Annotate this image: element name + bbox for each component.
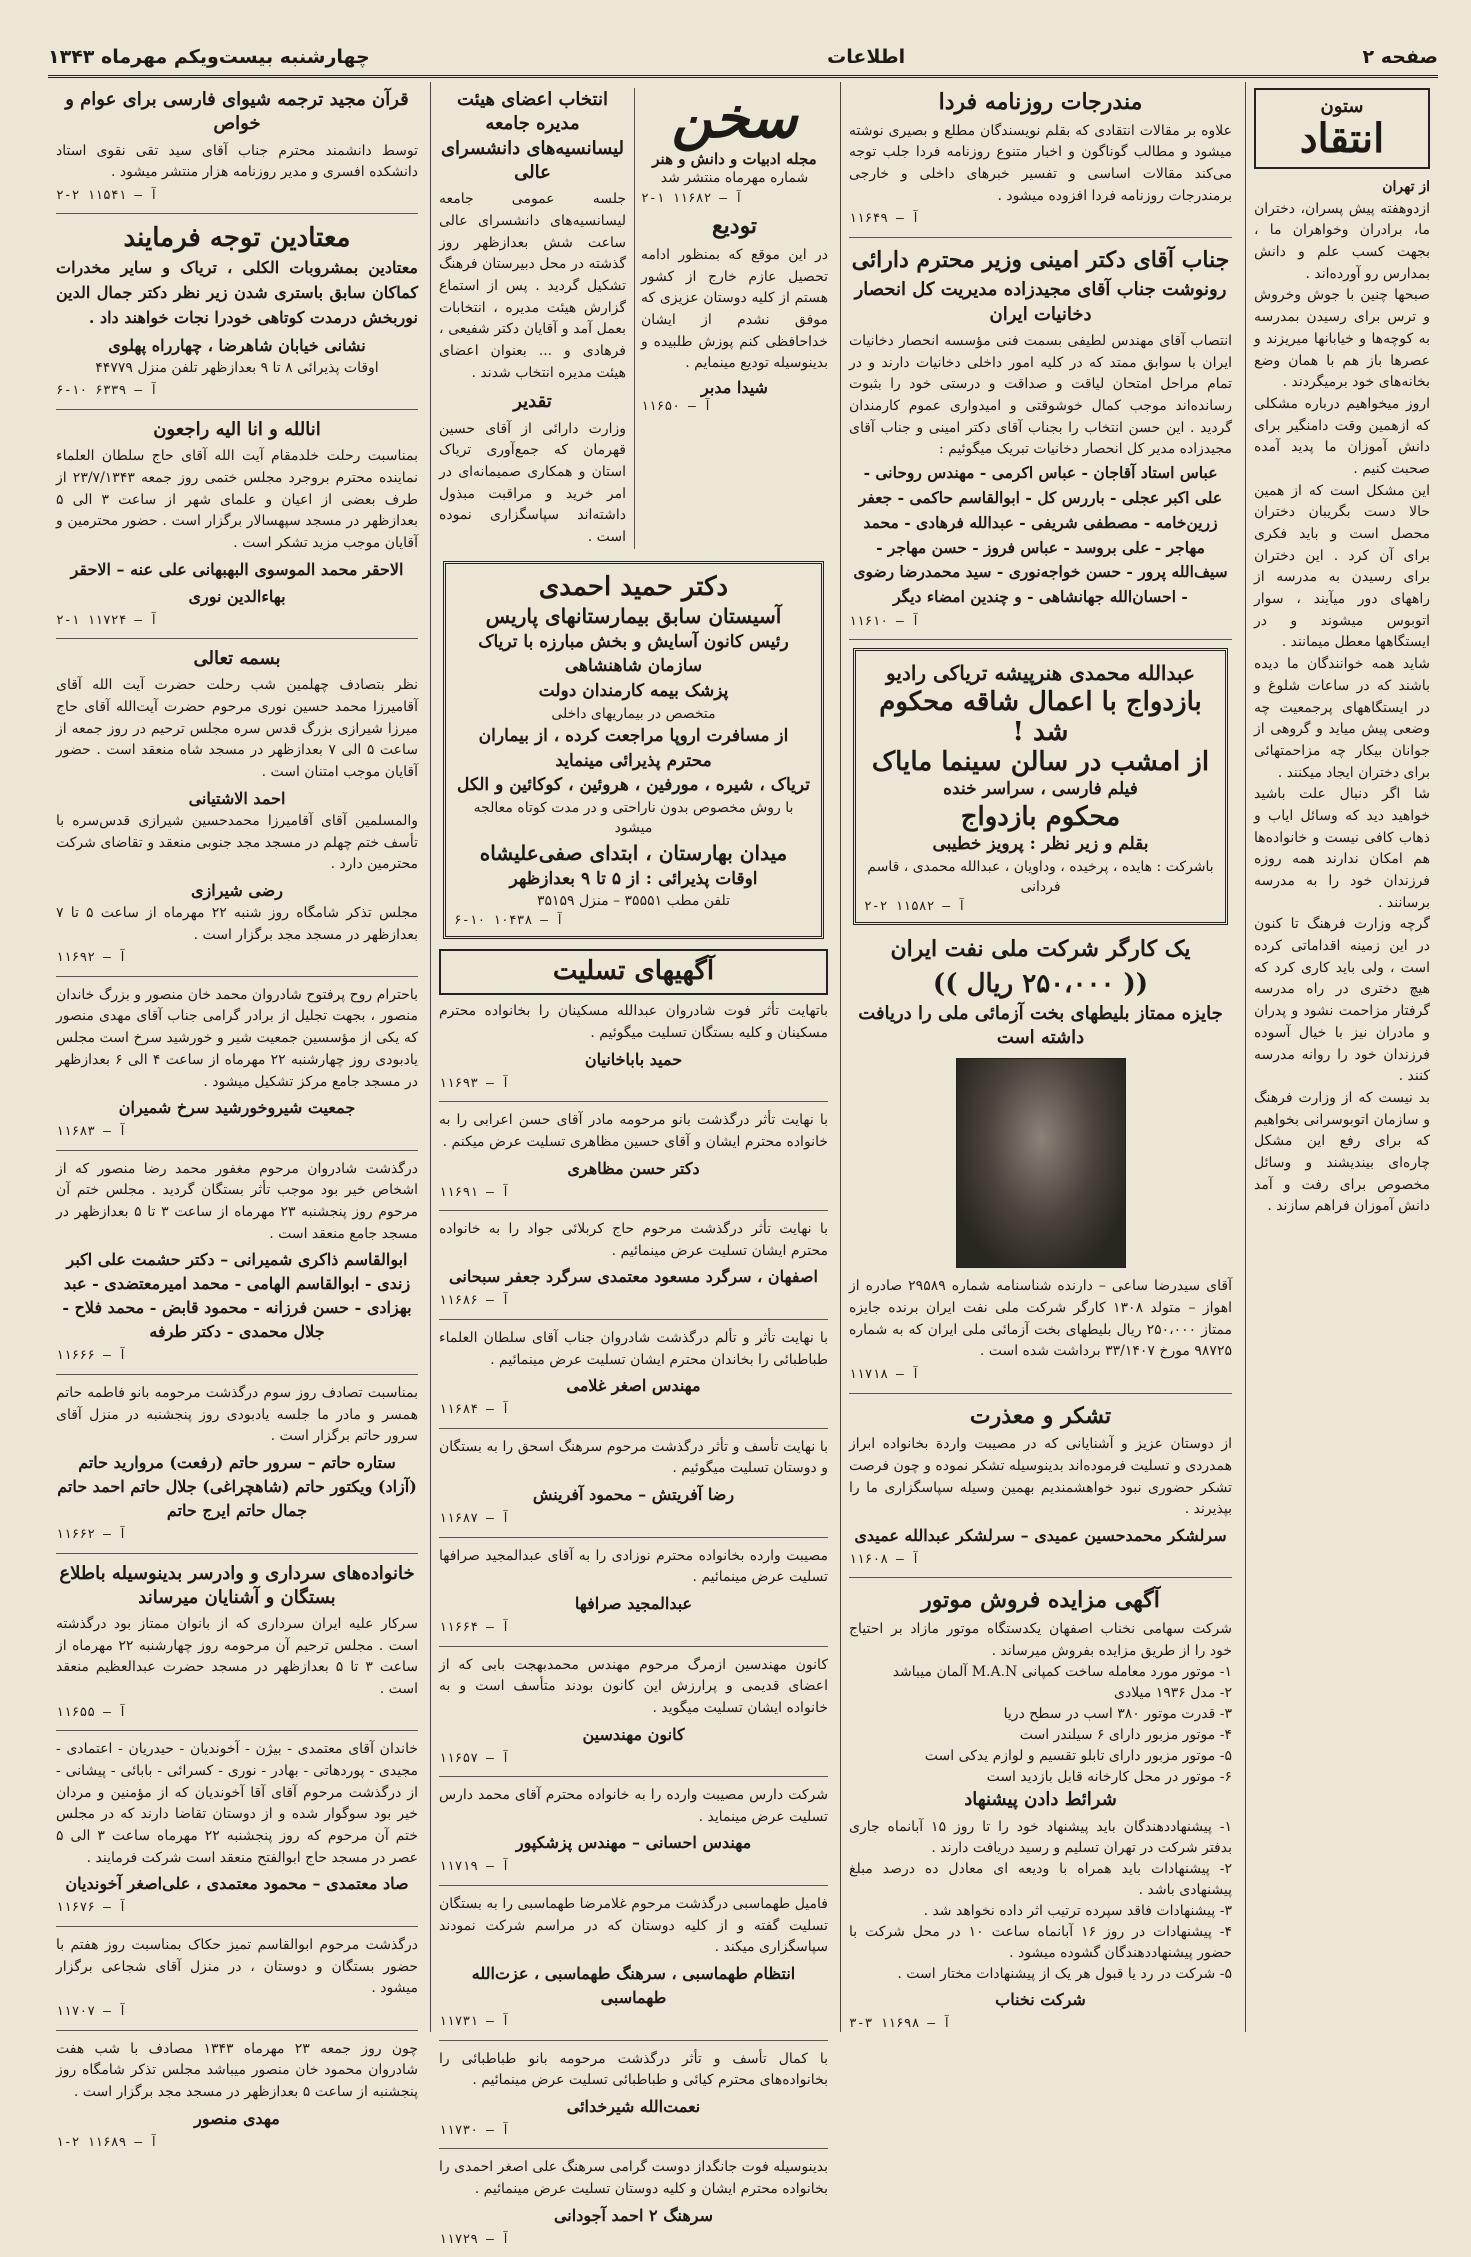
ad-ref: آ – ۱۱۶۶۲ xyxy=(56,1527,127,1542)
headline: بسمه تعالی xyxy=(193,648,281,670)
signature: جمعیت شیروخورشید سرخ شمیران xyxy=(118,1098,356,1118)
mansour-notice xyxy=(56,2039,418,2161)
signature: مهدی منصور xyxy=(194,2108,280,2128)
critique-body xyxy=(1254,199,1430,1218)
page-number: صفحه ۲ xyxy=(1362,45,1438,68)
ad-line: از مسافرت اروپا مراجعت کرده ، از بیماران محترم پذیرائی مینماید xyxy=(478,726,789,771)
column-c xyxy=(430,82,836,2247)
ad-line: از امشب در سالن سینما مایاک xyxy=(871,747,1210,778)
ad-ref: آ – ۱۱۶۹۲ xyxy=(56,950,127,966)
issue-date: چهارشنبه بیست‌ویکم مهرماه ۱۳۴۳ xyxy=(48,45,370,68)
conditions-title: شرائط دادن پیشنهاد xyxy=(964,1789,1117,1811)
top-row xyxy=(439,85,828,549)
ad-line: میدان بهارستان ، ابتدای صفی‌علیشاه xyxy=(479,840,788,865)
article-text: توسط دانشمند محترم جناب آقای سید تقی نقوی استاد دانشکده افسری و مدیر روزنامه هزار منتشر میشود . xyxy=(56,142,418,181)
column-b xyxy=(840,82,1240,2032)
ad-ref: آ – ۱۱۷۲۴ ۱-۲ xyxy=(56,612,158,628)
condolence-text: با نهایت تأثر درگذشت بانو مرحومه مادر آقای حسن اعرابی را به خانواده محترم ایشان و آقای حسین مظاهری تسلیت عرض میکنم . xyxy=(439,1112,828,1150)
column-header xyxy=(1254,88,1430,169)
article-text: شرکت سهامی نخناب اصفهان یکدستگاه موتور مازاد بر احتیاج خود را از طریق مزایده بفروش میرساند . xyxy=(849,1620,1232,1659)
doctor-name: دکتر حمید احمدی xyxy=(538,571,729,602)
ad-ref: آ – ۱۱۵۴۱ ۲-۲ xyxy=(56,187,158,203)
list-item: ۶- موتور در محل کارخانه قابل بازدید است xyxy=(986,1769,1232,1786)
sardari-notice xyxy=(56,1562,418,1732)
section-title: آگهیهای تسلیت xyxy=(552,956,715,987)
sokhan-box xyxy=(634,85,828,549)
signature: سرهنگ ۲ احمد آجودانی xyxy=(553,2205,714,2225)
bismihi-notice xyxy=(56,647,418,977)
ad-line: با روش مخصوص بدون ناراحتی و در مدت کوتاه معالجه میشود xyxy=(473,799,794,837)
list-item: ۳- پیشنهادات فاقد سپرده ترتیب اثر داده نخواهد شد . xyxy=(923,1902,1232,1919)
signature: کانون مهندسین xyxy=(582,1724,685,1744)
article-text: جلسه عمومی جامعه لیسانسیه‌های دانشسرای عالی ساعت شش بعدازظهر روز گذشته در محل دبیرستان فرهنگ تشکیل گردید . پس از استماع گزارش هیئت مدیره ، انتخابات بعمل آمد و آقایان دکتر شفیعی ، فرهادی و ... بعنوان اعضای هیئت مدیره انتخاب شدند . xyxy=(439,191,626,381)
sokhan-subtitle: مجله ادبیات و دانش و هنر xyxy=(652,149,817,168)
condolence-text: مصیبت وارده بخانواده محترم نوزادی را به آقای عبدالمجید صرافها تسلیت عرض مینمائیم . xyxy=(439,1547,828,1586)
ad-ref: آ – ۱۱۶۸۲ ۱-۲ xyxy=(641,191,743,207)
signature: ابوالقاسم ذاکری شمیرانی – دکتر حشمت علی اکبر زندی - ابوالقاسم الهامی - محمد امیرمعتضدی - عبد بهزادی - حسن فرزانه - محمود قابض - محمد فلاح - جلال محمدی - دکتر طرفه xyxy=(62,1250,412,1342)
ad-line: آسیستان سابق بیمارستانهای پاریس xyxy=(485,603,782,628)
thanks-apology xyxy=(849,1402,1232,1579)
headline: تقدیر xyxy=(513,391,552,413)
article-text: باحترام روح پرفتوح شادروان محمد خان منصور و بزرگ خاندان منصور ، بجهت تجلیل از برادر گرامی جناب آقای مهدی منصور که یکی از مؤسسین جمعیت شیر و خورشید سرخ است مجلس یادبودی روز چهارشنبه ۲۲ مهرماه از ساعت ۴ الی ۶ بعدازظهر در مسجد جامع مرکز تشکیل میشود . xyxy=(56,986,418,1090)
list-item: ۴- پیشنهادات در روز ۱۶ آبانماه ساعت ۱۰ در محل شرکت با حضور پیشنهاددهندگان گشوده میشود . xyxy=(849,1923,1232,1961)
prize-amount: (( ۲۵۰،۰۰۰ ریال )) xyxy=(932,968,1149,999)
article-text: نظر بتصادف چهلمین شب رحلت حضرت آیت الله آقای آقامیرزا محمد حسین نوری مرحوم حضرت آیت‌الله آقای حاج میرزا شیرازی بزرگ قدس سره مجلس ترحیم در روز جمعه از ساعت ۵ الی ۷ بعدازظهر در مسجد شاه منعقد است . حضور آقایان موجب امتنان است . xyxy=(56,677,418,781)
article-text: از دوستان عزیز و آشنایانی که در مصیبت واردة بخانواده ابراز همدردی و تسلیت فرموده‌اند بدینوسیله تشکر نموده و چون فرصت تشکر حضوری نبود خواهشمندیم بهمین وسیله سپاسگزاری ما را بپذیرند . xyxy=(849,1436,1232,1518)
quran-notice xyxy=(56,88,418,214)
sokhan-logo: سخن xyxy=(671,85,798,151)
ad-ref: آ – ۱۱۶۵۷ xyxy=(439,1750,510,1766)
list-item: ۲- پیشنهادات باید همراه با ودیعه ای معادل ده درصد مبلغ پیشنهادی باشد . xyxy=(849,1860,1232,1898)
ad-ref: آ – ۱۱۷۱۸ xyxy=(849,1367,920,1383)
paragraph: اروز میخواهیم درباره مشکلی که ازهمین وقت دامنگیر برای دانش آموزان ما پدید آمده صحبت کنیم . xyxy=(1254,395,1430,477)
headline: تشکر و معذرت xyxy=(969,1402,1112,1429)
cinema-ad xyxy=(853,648,1228,925)
ad-ref: آ – ۱۱۶۸۳ xyxy=(56,1124,127,1140)
ad-ref: آ – ۱۱۶۸۷ xyxy=(439,1511,510,1527)
condolence-text: بدینوسیله فوت جانگداز دوست گرامی سرهنگ علی اصغر احمدی را بخانواده محترم ایشان و کلیه دوستان تسلیت عرض مینمائیم . xyxy=(439,2159,828,2198)
ad-ref: آ – ۱۱۶۵۵ xyxy=(56,1704,127,1720)
signature: شرکت نخناب xyxy=(995,1989,1086,2009)
addicts-notice xyxy=(56,222,418,409)
ad-ref: آ – ۱۱۶۷۶ xyxy=(56,1900,127,1916)
lottery-winner xyxy=(849,935,1232,1393)
list-item: ۱- موتور مورد معامله ساخت کمپانی M.A.N آلمان میباشد xyxy=(892,1664,1232,1681)
signature: نعمت‌الله شیرخدائی xyxy=(566,2096,701,2116)
signature: اصفهان ، سرگرد مسعود معتمدی سرگرد جعفر سبحانی xyxy=(449,1267,818,1287)
signature: عبدالمجید صرافها xyxy=(574,1594,693,1614)
signature: مهندس احسانی – مهندس پزشکپور xyxy=(515,1833,752,1853)
paragraph: گرچه وزارت فرهنگ تا کنون در این زمینه اقداماتی کرده است ، ولی باید کاری کرد که هیچ دختری در راه مدرسه گرفتار مزاحمت نشود و پدران و مادران نیز با خیال آسوده فرزندان خود را روانه مدرسه کنند . xyxy=(1254,916,1430,1085)
ad-ref: آ – ۱۱۶۸۹ ۲-۱ xyxy=(56,2134,158,2150)
condolence-item xyxy=(439,1785,828,1886)
list-item: ۱- پیشنهاددهندگان باید پیشنهاد خود را تا روز ۱۵ آبانماه جاری بدفتر شرکت در تهران تسلیم و رسید دریافت دارند . xyxy=(849,1818,1232,1856)
headline: خانواده‌های سرداری و وادرسر بدینوسیله باطلاع بستگان و آشنایان میرساند xyxy=(59,1562,415,1608)
ad-ref: آ – ۱۱۷۲۹ xyxy=(439,2231,510,2247)
tomorrow-contents xyxy=(849,88,1232,238)
headline: یک کارگر شرکت ملی نفت ایران xyxy=(890,936,1191,963)
paragraph: شا اگر دنبال علت باشید خواهید دید که وسائل ایاب و ذهاب کافی نیست و خانواده‌ها هم امکان ندارند همه روزه فرزندان خود را به مدرسه برسانند . xyxy=(1254,786,1430,911)
ad-line: عبدالله محمدی هنرپیشه تریاکی رادیو xyxy=(886,661,1195,686)
signature: ستاره حاتم – سرور حاتم (رفعت) مروارید حاتم (آزاد) ویکتور حاتم (شاهچراغی) جلال حاتم احمد حاتم جمال حاتم ایرج حاتم xyxy=(57,1453,417,1520)
signature: سرلشکر محمدحسین عمیدی – سرلشکر عبدالله عمیدی xyxy=(854,1525,1227,1545)
ad-line: سازمان شاهنشاهی xyxy=(564,656,703,677)
article-text: بمناسبت تصادف روز سوم درگذشت مرحومه بانو فاطمه حاتم همسر و مادر ما جلسه یادبودی روز پنجشنبه در منزل آقای سرور حاتم برگزار است . xyxy=(56,1384,418,1445)
ad-ref: آ – ۱۱۷۳۰ xyxy=(439,2122,510,2138)
condolence-item xyxy=(439,1328,828,1429)
ad-ref: آ – ۱۱۶۰۸ xyxy=(849,1551,920,1567)
ad-ref: آ – ۱۱۶۶۶ xyxy=(56,1348,127,1364)
article-text: چون روز جمعه ۲۳ مهرماه ۱۳۴۳ مصادف با شب هفت شادروان محمود خان منصور میباشد مجلس تذکر شامگاه روز پنجشنبه از ساعت ۵ بعدازظهر در مسجد مجد برگزار است . xyxy=(56,2040,418,2100)
photo-caption: آقای سیدرضا ساعی – دارنده شناسنامه شماره ۲۹۵۸۹ صادره از اهواز – متولد ۱۳۰۸ کارگر شرکت ملی نفت ایران برنده جایزه ممتاز ۲۵۰،۰۰۰ ریال بلیطهای بخت آزمائی ملی ایران که به شماره ۹۸۷۲۵ مورخ ۳۳/۱۴۰۷ برداشت شده است . xyxy=(849,1278,1233,1360)
article-text: بمناسبت رحلت خلدمقام آیت الله آقای حاج سلطان العلماء نماینده محترم بروجرد مجلس ختمی روز جمعه ۲۳/۷/۱۳۴۳ از طرف بعضی از اعیان و علمای شهر از ساعت ۳ الی ۵ بعدازظهر در مسجد سپهسالار برگزار است . حضور محترمین و آقایان موجب مزید تشکر است . xyxy=(56,448,418,551)
condolence-item xyxy=(439,1894,828,2041)
signatories: عباس استاد آقاجان - عباس اکرمی - مهندس روحانی - علی اکبر عجلی - باررس کل - ابوالقاسم حاکمی - جعفر زرین‌خامه - مصطفی شریفی - عبدالله فرهادی - محمد مهاجر - علی بروسد - عباس فروز - حسن مهاجر - سیف‌الله پرور - حسن خواجه‌نوری - سید محمدرضا رضوی - احسان‌الله جهانشاهی - و چندین امضاء دیگر xyxy=(853,463,1228,607)
list-item: ۲- مدل ۱۹۳۶ میلادی xyxy=(1114,1685,1232,1702)
article-text: والمسلمین آقای آقامیرزا محمدحسین شیرازی قدس‌سره با تأسف ختم چهلم در مسجد مجد جنوبی منعقد و تقاضای شرکت محترمین دارد . xyxy=(56,812,418,873)
ad-ref: آ – ۱۱۷۳۱ xyxy=(439,2014,510,2030)
article-text: سرکار علیه ایران سرداری که از بانوان ممتاز بود درگذشته است . مجلس ترحیم آن مرحومه روز چهارشنبه ۲۲ مهرماه از ساعت ۳ تا ۵ بعدازظهر در مسجد حضرت عبدالعظیم منعقد است . xyxy=(56,1616,419,1698)
signature: الاحقر محمد الموسوی البهبهانی علی عنه – الاحقر xyxy=(70,559,404,579)
condolence-item xyxy=(439,2157,828,2257)
finance-minister-notice xyxy=(849,246,1232,641)
ad-ref: آ – ۶۳۳۹ ۱۰-۶ xyxy=(56,383,158,399)
article-text: خاندان آقای معتمدی - بیژن - آخوندیان - حیدریان - اعتمادی - مجیدی - پوردهاتی - بهادر - نوری - کسرائی - بابائی - پیشانی - از درگذشت مرحوم آقای آقا آخوندیان که از مؤمنین و مردان خیر بود سوگوار شده و از دوستان تقاضا دارند که در مجلس ختم آن مرحوم که روز پنجشنبه ۲۲ مهرماه ساعت ۳ الی ۵ عصر در مسجد حاج ابوالفتح منعقد است شرکت فرمایند . xyxy=(56,1741,418,1866)
column-critique xyxy=(1245,82,1438,2032)
tamiz-notice xyxy=(56,1935,418,2031)
ad-ref: آ – ۱۰۴۳۸ ۱۰-۶ xyxy=(454,913,564,929)
signature: شیدا مدبر xyxy=(701,378,768,397)
masthead xyxy=(48,38,1438,78)
column-name: انتقاد xyxy=(1299,115,1385,162)
engine-auction xyxy=(849,1586,1232,2041)
list-item: ۵- موتور مزبور دارای تابلو تقسیم و لوازم یدکی است xyxy=(924,1748,1232,1765)
signature: رضا آفریتش – محمود آفرینش xyxy=(532,1485,735,1505)
signature: صاد معتمدی – محمود معتمدی ، علی‌اصغر آخوندیان xyxy=(65,1874,409,1894)
condolence-item xyxy=(439,1655,828,1778)
akhoondian-notice xyxy=(56,1739,418,1927)
ad-line: اوقات پذیرائی : از ۵ تا ۹ بعدازظهر xyxy=(509,868,758,889)
farewell-text: در این موقع که بمنظور ادامه تحصیل عازم خارج از کشور هستم از کلیه دوستان عزیزی که موفق نشدم از ایشان خداحافظی کنم پوزش طلبیده و بدینوسیله تودیع مینمایم . xyxy=(641,246,828,372)
deceased-notice xyxy=(56,1159,418,1375)
signature: دکتر حسن مظاهری xyxy=(567,1158,700,1178)
ad-line: بازدواج با اعمال شاقه محکوم شد ! xyxy=(879,687,1202,748)
article-text: وزارت دارائی از آقای حسین قهرمان که جمع‌آوری تریاک استان و همکاری صمیمانه‌ای در امر خرید و مراقبت مبذول داشته‌اند سپاسگزاری نموده است . xyxy=(439,420,626,546)
headline: قرآن مجید ترجمه شیوای فارسی برای عوام و خواص xyxy=(65,89,409,135)
paper-name: اطلاعات xyxy=(827,45,906,68)
ad-line: بقلم و زیر نظر : پرویز خطیبی xyxy=(932,834,1149,855)
film-title: محکوم بازدواج xyxy=(960,802,1121,833)
memorial-notice xyxy=(56,418,418,639)
article-text: معتادین بمشروبات الکلی ، تریاک و سایر مخدرات کماکان سابق باستری شدن زیر نظر دکتر جمال الدین نوربخش درمدت کوتاهی خودرا نجات خواهند داد . xyxy=(56,258,418,327)
column-title: ستون xyxy=(1320,96,1364,117)
ad-ref: آ – ۱۱۶۹۱ xyxy=(439,1184,510,1200)
condolence-text: با کمال تأسف و تأثر درگذشت مرحومه بانو طباطبائی را بخانواده‌های محترم کیائی و طباطبائی تسلیت عرض مینمائیم . xyxy=(439,2050,828,2089)
hatam-notice xyxy=(56,1383,418,1554)
ad-ref: آ – ۱۱۵۸۲ ۲-۲ xyxy=(864,899,966,915)
ad-line: پزشک بیمه کارمندان دولت xyxy=(538,681,729,702)
condolence-item xyxy=(439,1110,828,1211)
signature: احمد الاشتیانی xyxy=(188,788,286,808)
ad-ref: آ – ۱۱۶۱۰ xyxy=(849,613,920,629)
winner-photo xyxy=(956,1058,1126,1268)
list-item: ۴- موتور مزبور دارای ۶ سیلندر است xyxy=(1019,1727,1232,1744)
article-text: علاوه بر مقالات انتقادی که بقلم نویسندگان مطلع و بصیری نوشته میشود و مطالب گوناگون و اخبار متنوع روزنامه فردا جلب توجه می‌کند مقالات اساسی و تفسیر خبرهای داخلی و خارجی برمندرجات روزنامه فردا افزوده میشود . xyxy=(849,122,1232,204)
ad-line: تلفن مطب ۳۵۵۵۱ – منزل ۳۵۱۵۹ xyxy=(536,893,731,910)
column-d xyxy=(48,82,426,2150)
condolence-item xyxy=(439,1546,828,1647)
condolences-header xyxy=(439,949,828,995)
condolence-text: شرکت دارس مصیبت وارده را به خانواده محترم آقای محمد دارس تسلیت عرض مینماید . xyxy=(439,1787,828,1825)
ad-ref: آ – ۱۱۶۹۳ xyxy=(439,1075,510,1091)
ad-line: تریاک ، شیره ، مورفین ، هروئین ، کوکائین و الکل xyxy=(456,775,810,796)
ad-ref: آ – ۱۱۷۰۷ xyxy=(56,2004,127,2020)
condolence-text: با نهایت تأسف و تأثر درگذشت مرحوم سرهنگ اسحق را به بستگان و دوستان تسلیت میگوئیم . xyxy=(439,1438,828,1477)
ad-line: رئیس کانون آسایش و بخش مبارزه با تریاک xyxy=(478,631,789,652)
condolence-text: کانون مهندسین ازمرگ مرحوم مهندس محمدبهجت بابی که از اعضای قدیمی و پرارزش این کانون بودند متأسف است و به خانواده ایشان تسلیت میگوید . xyxy=(439,1656,828,1716)
subheadline: رونوشت جناب آقای مجیدزاده مدیریت کل انحصار دخانیات ایران xyxy=(854,279,1227,325)
condolence-text: با نهایت تأثر و تألم درگذشت شادروان جناب آقای سلطان العلماء طباطبائی را بخاندان محترم ایشان تسلیت عرض مینمائیم . xyxy=(439,1329,828,1368)
condolence-text: فامیل طهماسبی درگذشت مرحوم غلامرضا طهماسبی را به بستگان تسلیت گفته و از کلیه دوستان که در مراسم شرکت نمودند سپاسگزاری میکند . xyxy=(439,1895,828,1956)
doctor-ad xyxy=(443,561,824,940)
ad-ref: آ – ۱۱۶۶۴ xyxy=(439,1620,510,1636)
article-text: انتصاب آقای مهندس لطیفی بسمت فنی مؤسسه انحصار دخانیات ایران با سوابق ممتد که در کلیه امور داخلی دخانیات دارند و در تمام مراحل امتحان لیاقت و صداقت و درستی خود را بثبوت رسانده‌اند موجب کمال خوشوقتی و امیدواری عموم کارمندان گردید . این حسن انتخاب را بجناب آقای دکتر امینی و جناب آقای مجیدزاده مدیر کل انحصار دخانیات تبریک میگوئیم : xyxy=(849,333,1232,458)
ad-line: باشرکت : هایده ، پرخیده ، وداویان ، عبدالله محمدی ، قاسم فردانی xyxy=(867,858,1214,896)
headline: جناب آقای دکتر امینی وزیر محترم دارائی xyxy=(851,246,1230,273)
paragraph: شاید همه خوانندگان ما دیده باشند که در ساعات شلوغ و در ایستگاههای پرجمعیت چه وضعی پیش میاید و گروهی از جوانان بیکار چه مزاحمتهائی برای دختران ایجاد میکنند . xyxy=(1254,656,1430,781)
sokhan-note: شماره مهرماه منتشر شد xyxy=(660,169,809,186)
red-lion-notice xyxy=(56,985,418,1151)
ad-line: فیلم فارسی ، سراسر خنده xyxy=(943,779,1138,800)
signature: مهندس اصغر غلامی xyxy=(566,1376,701,1396)
byline: از تهران xyxy=(1382,179,1430,195)
condolence-list xyxy=(439,1001,828,2257)
ad-line: متخصص در بیماریهای داخلی xyxy=(551,705,716,722)
ad-ref: آ – ۱۱۶۸۴ xyxy=(439,1402,510,1418)
subheadline: جایزه ممتاز بلیطهای بخت آزمائی ملی را دریافت داشته است xyxy=(858,1002,1223,1048)
farewell-title: تودیع xyxy=(711,213,758,240)
paragraph: بد نیست که از وزارت فرهنگ و سازمان اتوبوسرانی بخواهیم که برای رفع این مشکل چاره‌ای بیندیشند و وسائل مخصوص برای رفت و آمد دانش آموزان فراهم سازند . xyxy=(1254,1089,1430,1215)
signature: رضی شیرازی xyxy=(191,880,283,900)
ad-ref: آ – ۱۱۶۴۹ xyxy=(849,211,920,227)
hours: اوقات پذیرائی ۸ تا ۹ بعدازظهر تلفن منزل ۴۴۷۷۹ xyxy=(95,359,379,376)
headline: معتادین توجه فرمایند xyxy=(123,223,351,254)
condolence-text: باتهایت تأثر فوت شادروان عبدالله مسکینان را بخانواده محترم مسکینان و کلیه بستگان تسلیت میگوئیم . xyxy=(439,1003,828,1041)
ad-ref: آ – ۱۱۶۸۶ xyxy=(439,1293,510,1309)
condolence-item xyxy=(439,1219,828,1320)
article-text: درگذشت شادروان مرحوم مغفور محمد رضا منصور که از اشخاص خیر بود موجب تأثر بستگان گردید . مجلس ختم آن مرحوم روز پنجشنبه ۲۳ مهرماه از ساعت ۳ تا ۵ بعدازظهر در مسجد جامع منعقد است . xyxy=(56,1160,419,1242)
signature: بهاءالدین نوری xyxy=(188,586,286,606)
paragraph: این مشکل است که از همین حالا دست بگریبان دختران محصل است و باید فکری برای آن کرد . این دختران برای رسیدن به مدرسه از راههای دور میآیند ، سوار اتوبوس میشوند و در ایستگاهها معطل میمانند . xyxy=(1254,482,1430,651)
list-item: ۵- شرکت در رد یا قبول هر یک از پیشنهادات مختار است . xyxy=(897,1965,1232,1982)
ad-ref: آ – ۱۱۷۱۹ xyxy=(439,1859,510,1875)
condolence-item xyxy=(439,1001,828,1102)
paragraph: ازدوهفته پیش پسران، دختران ما، برادران وخواهران ما ، بجهت کسب علم و دانش بمدارس رو آورده‌اند . xyxy=(1254,200,1430,282)
condolence-item xyxy=(439,2049,828,2150)
address: نشانی خیابان شاهرضا ، چهارراه پهلوی xyxy=(108,335,366,355)
condolence-item xyxy=(439,1437,828,1538)
list-item: ۳- قدرت موتور ۳۸۰ اسب در سطح دریا xyxy=(1003,1706,1232,1723)
headline: انتخاب اعضای هیئت مدیره جامعه لیسانسیه‌های دانشسرای عالی xyxy=(440,89,625,183)
signature: حمید باباخانیان xyxy=(584,1049,683,1069)
ad-ref: آ – ۱۱۶۵۰ xyxy=(641,399,712,414)
ad-ref: آ – ۱۱۶۹۸ ۳-۳ xyxy=(849,2015,951,2031)
article-text: مجلس تذکر شامگاه روز شنبه ۲۲ مهرماه از ساعت ۵ تا ۷ بعدازظهر در مسجد مجد برگزار است . xyxy=(56,904,419,943)
article-text: درگذشت مرحوم ابوالقاسم تمیز حکاک بمناسبت روز هفتم با حضور بستگان و دوستان ، در منزل آقای شجاعی برگزار میشود . xyxy=(56,1936,418,1997)
headline: مندرجات روزنامه فردا xyxy=(938,89,1143,115)
paragraph: صبحها چنین با جوش وخروش و ترس برای رسیدن بمدرسه به کوچه‌ها و خیابانها میریزند و عصرها باز هم با همان وضع بخانه‌های خود برمیگردند . xyxy=(1254,287,1430,391)
headline: آگهی مزایده فروش موتور xyxy=(921,1587,1160,1614)
signature: انتظام طهماسبی ، سرهنگ طهماسبی ، عزت‌الله طهماسبی xyxy=(471,1964,796,2008)
election-box xyxy=(439,88,626,549)
condolence-text: با نهایت تأثر درگذشت مرحوم حاج کربلائی جواد را به خانواده محترم ایشان تسلیت عرض مینمائیم . xyxy=(439,1221,828,1259)
headline: انالله و انا الیه راجعون xyxy=(153,418,321,440)
